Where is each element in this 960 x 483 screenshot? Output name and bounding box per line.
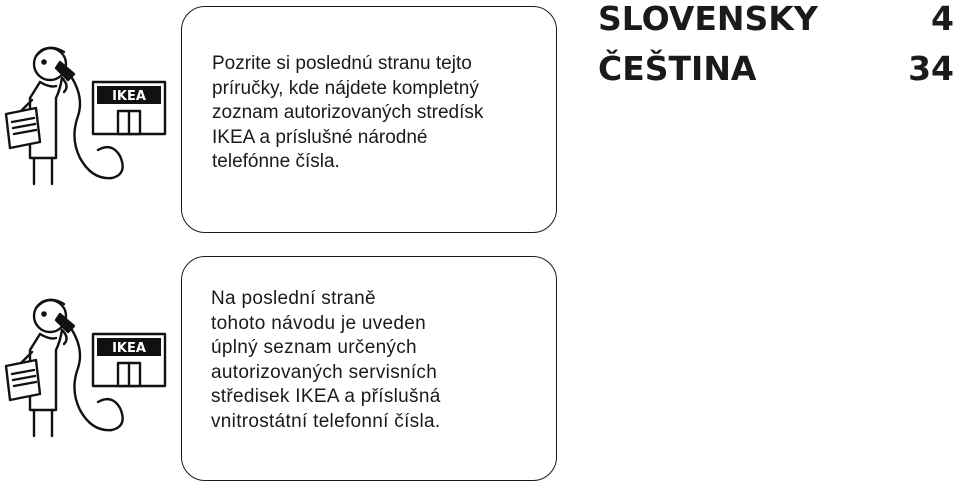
language-name: SLOVENSKY: [598, 0, 818, 38]
notice-text-slovak: Pozrite si poslednú stranu tejto príručky, kde nájdete kompletný zoznam autorizovaných stredísk IKEA a príslušné národné telefónne čísla.: [212, 53, 484, 172]
ikea-service-phone-icon: [0, 290, 180, 450]
language-page-number: 4: [931, 0, 954, 38]
ikea-service-phone-icon: [0, 38, 180, 198]
language-index-row: [598, 50, 954, 86]
language-index-row: [598, 0, 954, 36]
notice-box-slovak: [181, 6, 557, 233]
ikea-sign-text: IKEA: [112, 341, 146, 356]
notice-text-czech: Na poslední straně tohoto návodu je uveden úplný seznam určených autorizovaných servisních středisek IKEA a příslušná vnitrostátní telefonní čísla.: [211, 288, 441, 432]
ikea-sign-text: IKEA: [112, 89, 146, 104]
language-name: ČEŠTINA: [598, 48, 757, 88]
notice-box-czech: [181, 256, 557, 481]
language-page-number: 34: [908, 48, 954, 88]
